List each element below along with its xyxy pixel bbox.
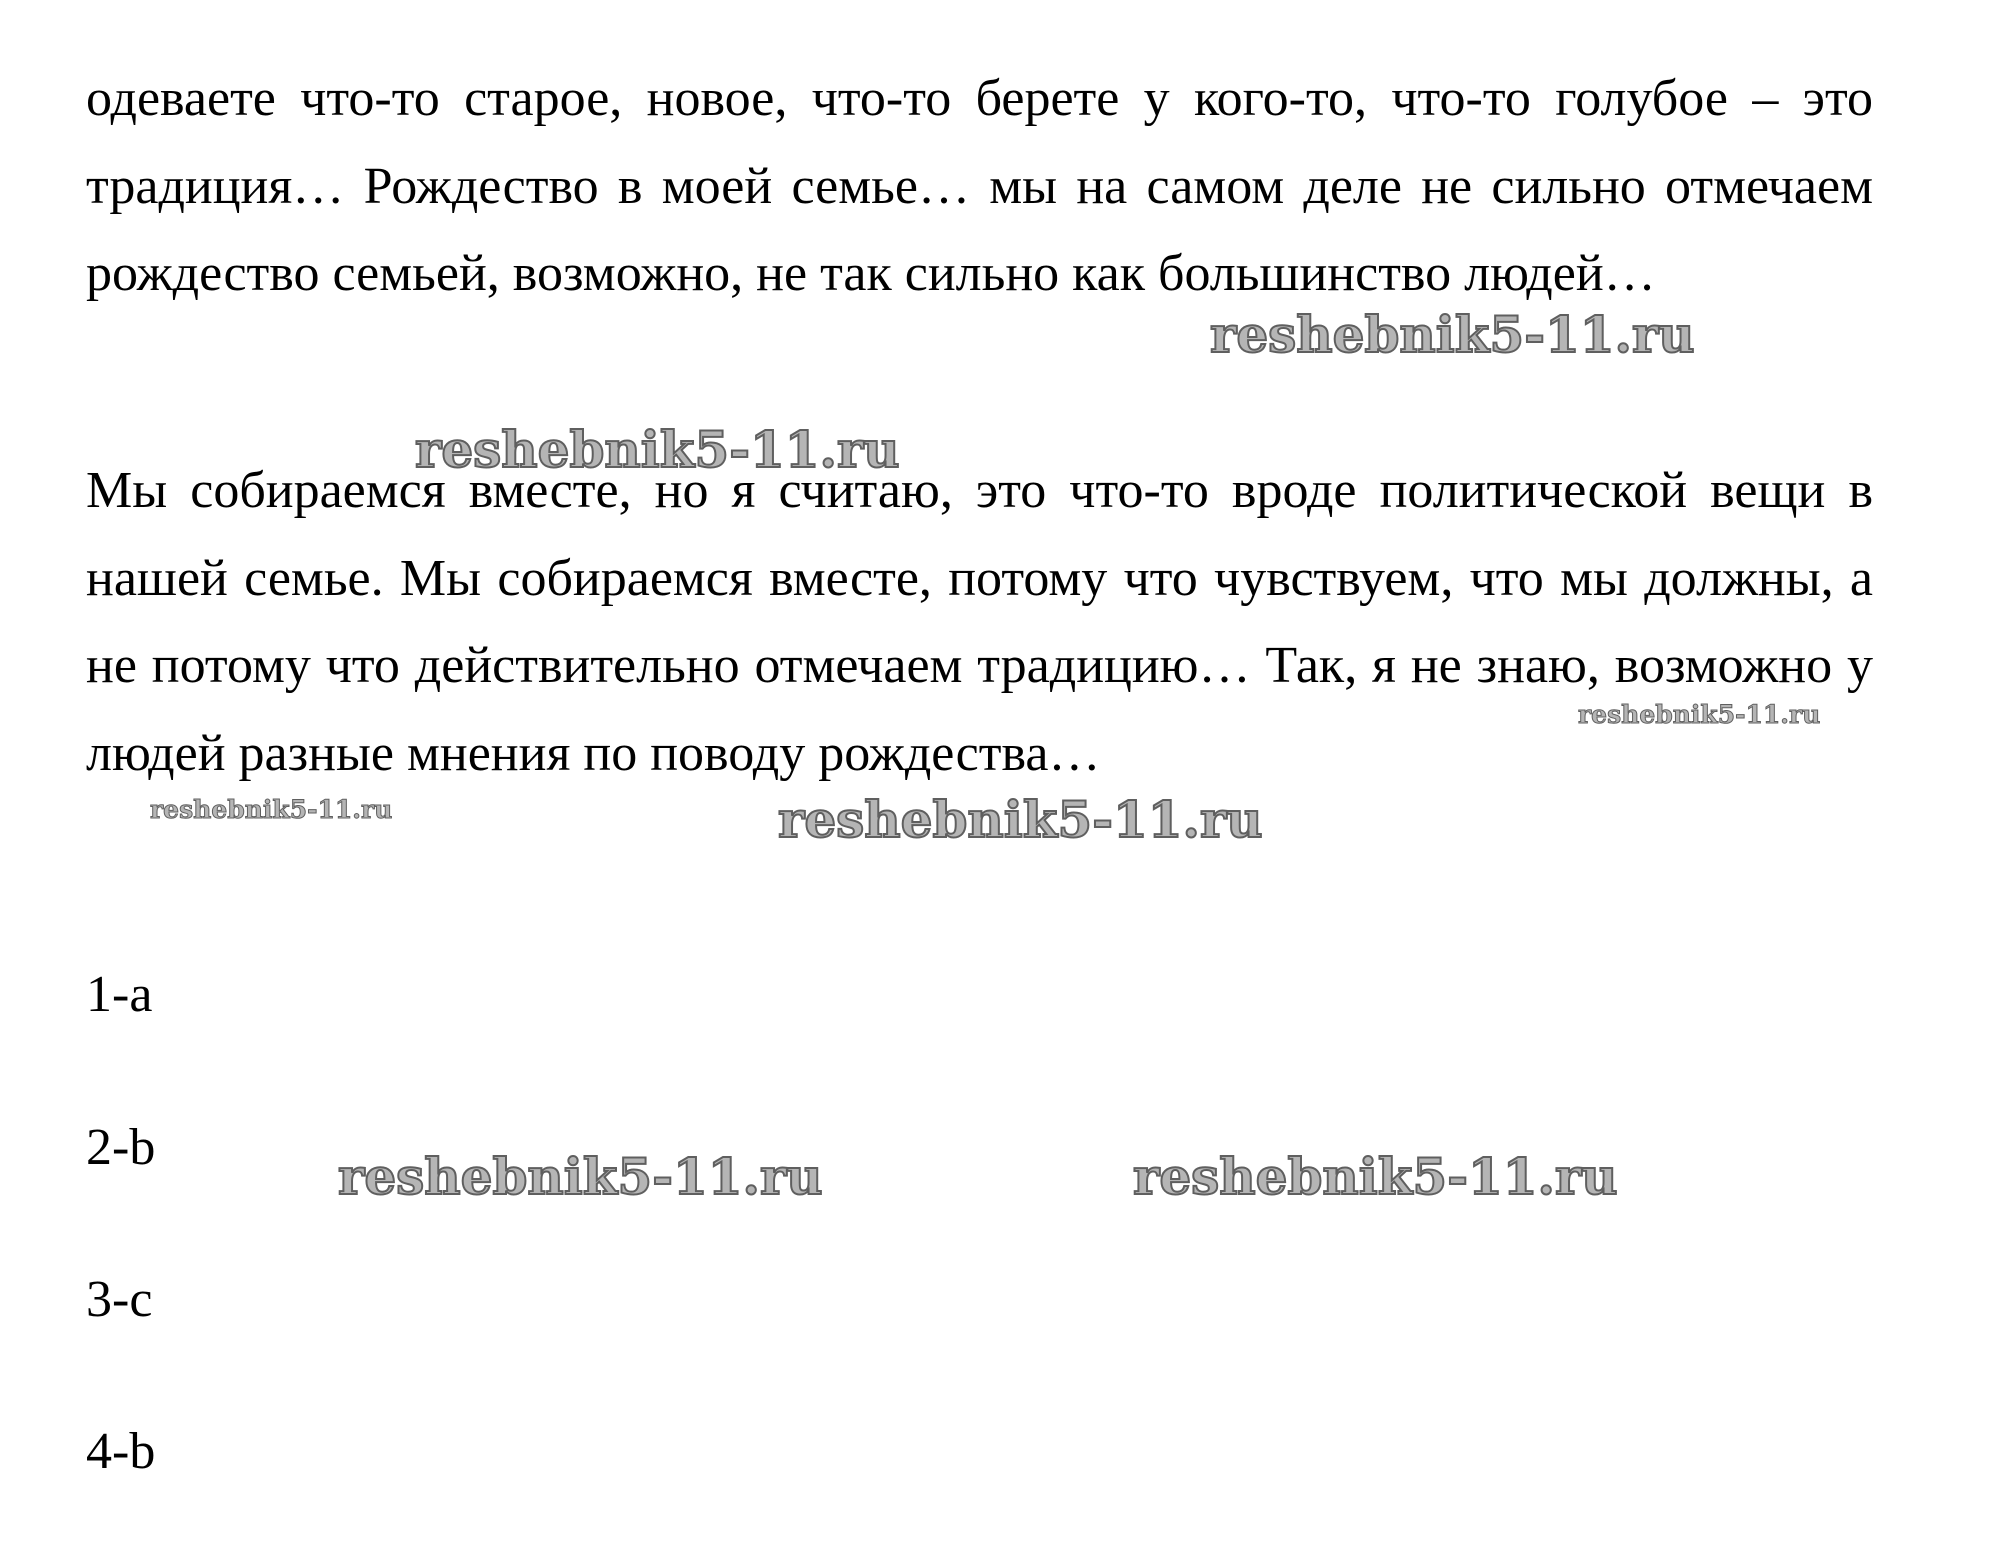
answer-3: 3-c xyxy=(86,1271,153,1328)
watermark: reshebnik5-11.ru xyxy=(1133,1147,1618,1206)
paragraph-1: одеваете что-то старое, новое, что-то берете у кого-то, что-то голубое – это традиция… Рождество в моей семье… мы на самом деле не сильно отмечаем рождество семьей, возможно, не так сильно как большинство людей… xyxy=(86,70,1873,302)
watermark: reshebnik5-11.ru xyxy=(1210,305,1695,364)
watermark: reshebnik5-11.ru xyxy=(150,795,393,824)
watermark: reshebnik5-11.ru xyxy=(778,790,1263,849)
watermark: reshebnik5-11.ru xyxy=(1578,700,1821,729)
answer-2: 2-b xyxy=(86,1119,156,1176)
watermark: reshebnik5-11.ru xyxy=(415,420,900,479)
paragraph-2: Мы собираемся вместе, но я считаю, это что-то вроде политической вещи в нашей семье. Мы собираемся вместе, потому что чувствуем, что мы должны, а не потому что действительно отмечаем традицию… Так, я не знаю, возможно у людей разные мнения по поводу рождества… xyxy=(86,462,1873,782)
answer-4: 4-b xyxy=(86,1423,156,1480)
answer-1: 1-a xyxy=(86,966,153,1023)
watermark: reshebnik5-11.ru xyxy=(338,1147,823,1206)
